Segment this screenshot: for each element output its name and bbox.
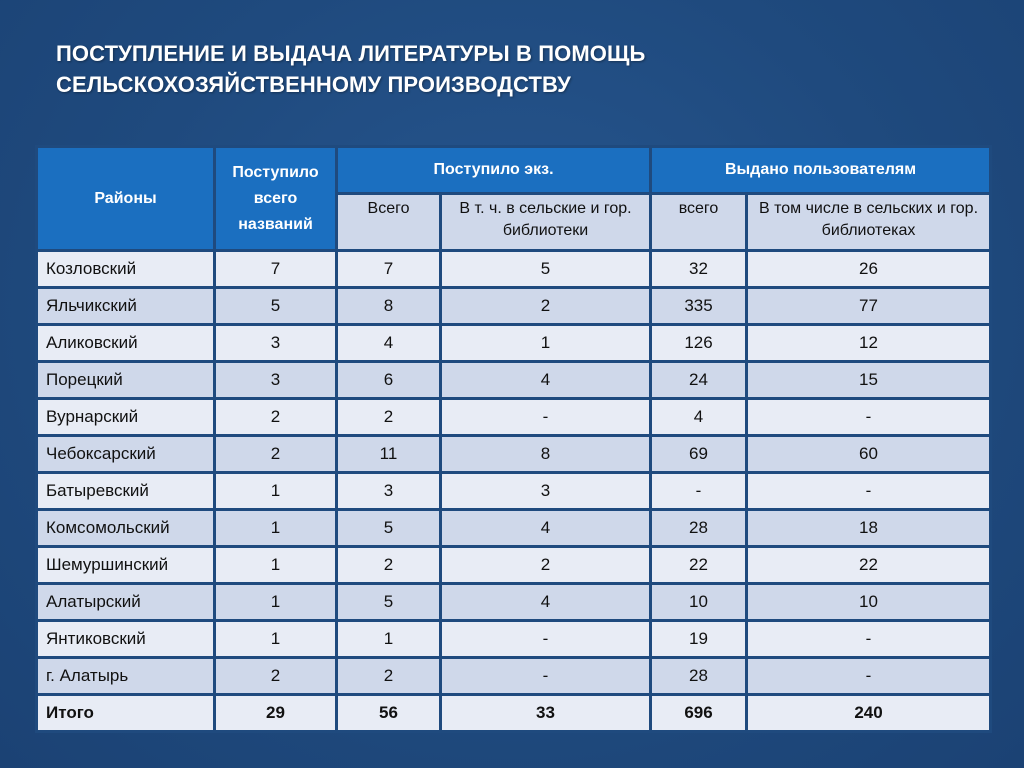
copies-rural-cell: 2 xyxy=(441,288,651,325)
copies-rural-total: 33 xyxy=(441,695,651,732)
total-label: Итого xyxy=(37,695,215,732)
issued-total-cell: 32 xyxy=(651,251,747,288)
district-cell: Алатырский xyxy=(37,584,215,621)
copies-rural-cell: 2 xyxy=(441,547,651,584)
table-row xyxy=(37,362,991,399)
issued-rural-cell: - xyxy=(747,473,991,510)
issued-rural-cell: 18 xyxy=(747,510,991,547)
copies-rural-cell: 8 xyxy=(441,436,651,473)
issued-total-cell: - xyxy=(651,473,747,510)
issued-rural-cell: 60 xyxy=(747,436,991,473)
copies-rural-cell: 5 xyxy=(441,251,651,288)
issued-total-cell: 19 xyxy=(651,621,747,658)
district-cell: Аликовский xyxy=(37,325,215,362)
table-row xyxy=(37,584,991,621)
copies-total-cell: 5 xyxy=(337,510,441,547)
issued-rural-cell: - xyxy=(747,399,991,436)
copies-rural-cell: 4 xyxy=(441,584,651,621)
copies-total-cell: 1 xyxy=(337,621,441,658)
issued-total-cell: 335 xyxy=(651,288,747,325)
copies-total-cell: 4 xyxy=(337,325,441,362)
district-cell: г. Алатырь xyxy=(37,658,215,695)
issued-total-cell: 28 xyxy=(651,510,747,547)
issued-total-total: 696 xyxy=(651,695,747,732)
header-titles-received: Поступило всего названий xyxy=(215,147,337,251)
titles-received-cell: 1 xyxy=(215,621,337,658)
table-row xyxy=(37,510,991,547)
issued-rural-cell: 22 xyxy=(747,547,991,584)
issued-rural-cell: 15 xyxy=(747,362,991,399)
copies-rural-cell: - xyxy=(441,621,651,658)
header-issued-total: всего xyxy=(651,194,747,251)
table-row xyxy=(37,325,991,362)
district-cell: Вурнарский xyxy=(37,399,215,436)
issued-total-cell: 24 xyxy=(651,362,747,399)
issued-rural-cell: 26 xyxy=(747,251,991,288)
header-districts: Районы xyxy=(37,147,215,251)
issued-rural-cell: 77 xyxy=(747,288,991,325)
copies-total-cell: 2 xyxy=(337,658,441,695)
issued-rural-cell: - xyxy=(747,621,991,658)
copies-rural-cell: 3 xyxy=(441,473,651,510)
issued-rural-cell: 10 xyxy=(747,584,991,621)
district-cell: Порецкий xyxy=(37,362,215,399)
district-cell: Чебоксарский xyxy=(37,436,215,473)
issued-rural-cell: - xyxy=(747,658,991,695)
district-cell: Янтиковский xyxy=(37,621,215,658)
total-row xyxy=(37,695,991,732)
titles-received-cell: 2 xyxy=(215,399,337,436)
district-cell: Шемуршинский xyxy=(37,547,215,584)
copies-rural-cell: 4 xyxy=(441,510,651,547)
titles-received-cell: 1 xyxy=(215,473,337,510)
issued-total-cell: 28 xyxy=(651,658,747,695)
copies-rural-cell: - xyxy=(441,399,651,436)
issued-rural-total: 240 xyxy=(747,695,991,732)
titles-received-cell: 2 xyxy=(215,436,337,473)
header-copies-received: Поступило экз. xyxy=(337,147,651,194)
table-row xyxy=(37,621,991,658)
district-cell: Козловский xyxy=(37,251,215,288)
table-row xyxy=(37,288,991,325)
titles-received-cell: 5 xyxy=(215,288,337,325)
titles-received-cell: 1 xyxy=(215,547,337,584)
header-issued-rural: В том числе в сельских и гор. библиотеках xyxy=(747,194,991,251)
issued-total-cell: 4 xyxy=(651,399,747,436)
slide-title-line-1: ПОСТУПЛЕНИЕ И ВЫДАЧА ЛИТЕРАТУРЫ В ПОМОЩЬ xyxy=(56,41,646,66)
copies-total-cell: 2 xyxy=(337,547,441,584)
copies-rural-cell: 1 xyxy=(441,325,651,362)
district-cell: Батыревский xyxy=(37,473,215,510)
table-body xyxy=(37,251,991,732)
titles-received-cell: 3 xyxy=(215,362,337,399)
copies-total-cell: 8 xyxy=(337,288,441,325)
header-copies-total: Всего xyxy=(337,194,441,251)
table-row xyxy=(37,658,991,695)
copies-total-cell: 2 xyxy=(337,399,441,436)
issued-rural-cell: 12 xyxy=(747,325,991,362)
titles-received-cell: 7 xyxy=(215,251,337,288)
header-issued-users: Выдано пользователям xyxy=(651,147,991,194)
issued-total-cell: 69 xyxy=(651,436,747,473)
copies-total-cell: 11 xyxy=(337,436,441,473)
literature-table xyxy=(35,145,992,733)
copies-total-cell: 7 xyxy=(337,251,441,288)
titles-received-cell: 1 xyxy=(215,584,337,621)
issued-total-cell: 10 xyxy=(651,584,747,621)
copies-total-total: 56 xyxy=(337,695,441,732)
copies-total-cell: 3 xyxy=(337,473,441,510)
issued-total-cell: 126 xyxy=(651,325,747,362)
header-copies-rural: В т. ч. в сельские и гор. библиотеки xyxy=(441,194,651,251)
copies-rural-cell: 4 xyxy=(441,362,651,399)
table-row xyxy=(37,547,991,584)
titles-received-cell: 2 xyxy=(215,658,337,695)
district-cell: Комсомольский xyxy=(37,510,215,547)
table-row xyxy=(37,251,991,288)
table-row xyxy=(37,399,991,436)
copies-rural-cell: - xyxy=(441,658,651,695)
copies-total-cell: 5 xyxy=(337,584,441,621)
issued-total-cell: 22 xyxy=(651,547,747,584)
copies-total-cell: 6 xyxy=(337,362,441,399)
slide-title-line-2: СЕЛЬСКОХОЗЯЙСТВЕННОМУ ПРОИЗВОДСТВУ xyxy=(56,72,571,97)
titles-received-total: 29 xyxy=(215,695,337,732)
slide-title xyxy=(56,38,956,100)
titles-received-cell: 1 xyxy=(215,510,337,547)
table-row xyxy=(37,436,991,473)
table-row xyxy=(37,473,991,510)
district-cell: Яльчикский xyxy=(37,288,215,325)
titles-received-cell: 3 xyxy=(215,325,337,362)
